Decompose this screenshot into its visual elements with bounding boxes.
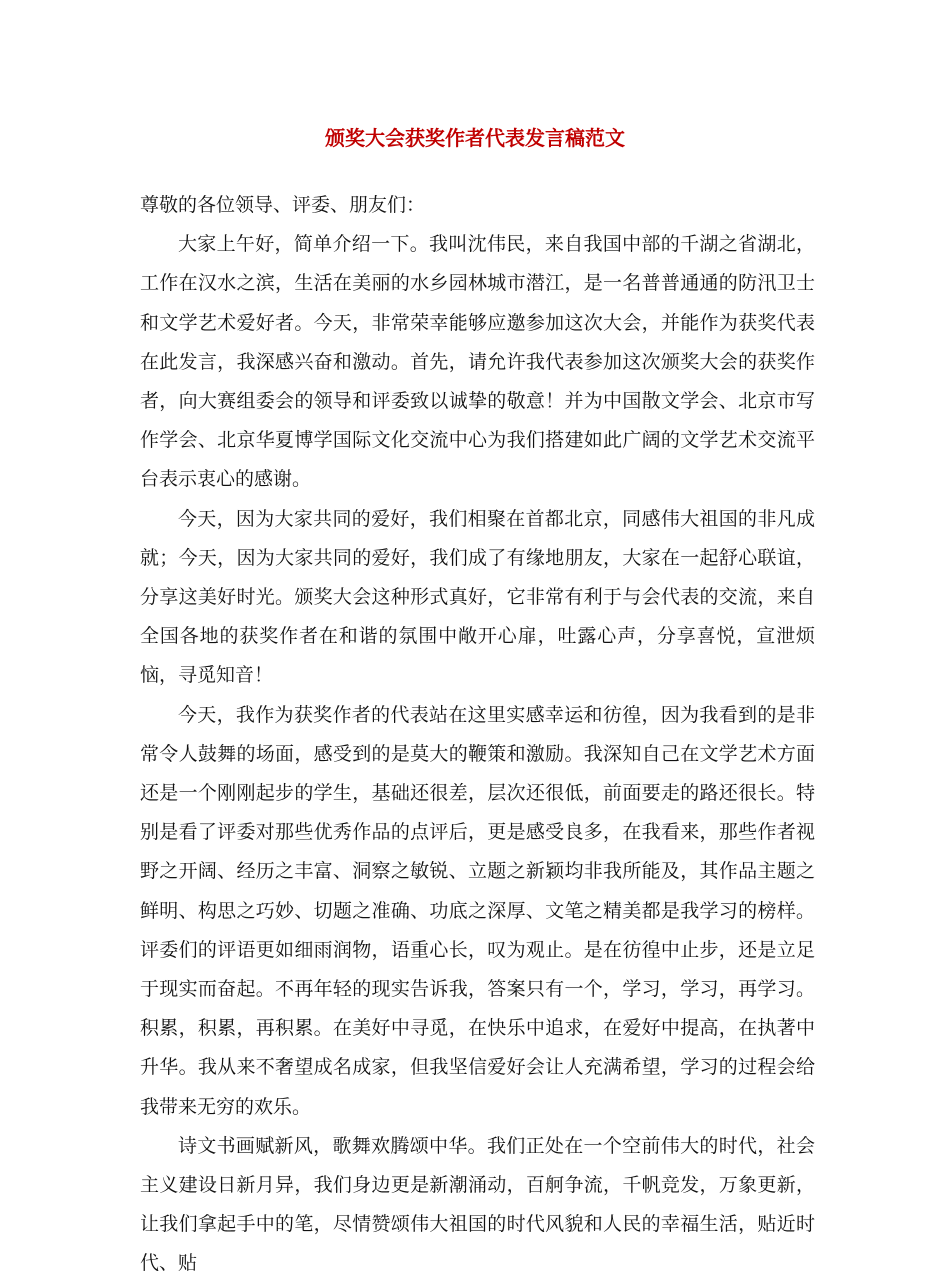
- document-body: [140, 186, 815, 1284]
- paragraph-4: 诗文书画赋新风，歌舞欢腾颂中华。我们正处在一个空前伟大的时代，社会主义建设日新月异，我们身边更是新潮涌动，百舸争流，千帆竞发，万象更新，让我们拿起手中的笔，尽情赞颂伟大祖国的时代风貌和人民的幸福生活，贴近时代、贴: [140, 1134, 815, 1275]
- paragraph-3: 今天，我作为获奖作者的代表站在这里实感幸运和彷徨，因为我看到的是非常令人鼓舞的场面，感受到的是莫大的鞭策和激励。我深知自己在文学艺术方面还是一个刚刚起步的学生，基础还很差，层次还很低，前面要走的路还很长。特别是看了评委对那些优秀作品的点评后，更是感受良多，在我看来，那些作者视野之开阔、经历之丰富、洞察之敏锐、立题之新颖均非我所能及，其作品主题之鲜明、构思之巧妙、切题之准确、功底之深厚、文笔之精美都是我学习的榜样。评委们的评语更如细雨润物，语重心长，叹为观止。是在彷徨中止步，还是立足于现实而奋起。不再年轻的现实告诉我，答案只有一个，学习，学习，再学习。积累，积累，再积累。在美好中寻觅，在快乐中追求，在爱好中提高，在执著中升华。我从来不奢望成名成家，但我坚信爱好会让人充满希望，学习的过程会给我带来无穷的欢乐。: [140, 703, 815, 1118]
- greeting-line: 尊敬的各位领导、评委、朋友们：: [140, 194, 426, 216]
- document-title: 颁奖大会获奖作者代表发言稿范文: [325, 126, 625, 150]
- paragraph-2: 今天，因为大家共同的爱好，我们相聚在首都北京，同感伟大祖国的非凡成就；今天，因为大家共同的爱好，我们成了有缘地朋友，大家在一起舒心联谊，分享这美好时光。颁奖大会这种形式真好，它非常有利于与会代表的交流，来自全国各地的获奖作者在和谐的氛围中敞开心扉，吐露心声，分享喜悦，宣泄烦恼，寻觅知音！: [140, 507, 815, 687]
- paragraph-1: 大家上午好，简单介绍一下。我叫沈伟民，来自我国中部的千湖之省湖北，工作在汉水之滨，生活在美丽的水乡园林城市潜江，是一名普普通通的防汛卫士和文学艺术爱好者。今天，非常荣幸能够应邀参加这次大会，并能作为获奖代表在此发言，我深感兴奋和激动。首先，请允许我代表参加这次颁奖大会的获奖作者，向大赛组委会的领导和评委致以诚挚的敬意！并为中国散文学会、北京市写作学会、北京华夏博学国际文化交流中心为我们搭建如此广阔的文学艺术交流平台表示衷心的感谢。: [140, 233, 815, 491]
